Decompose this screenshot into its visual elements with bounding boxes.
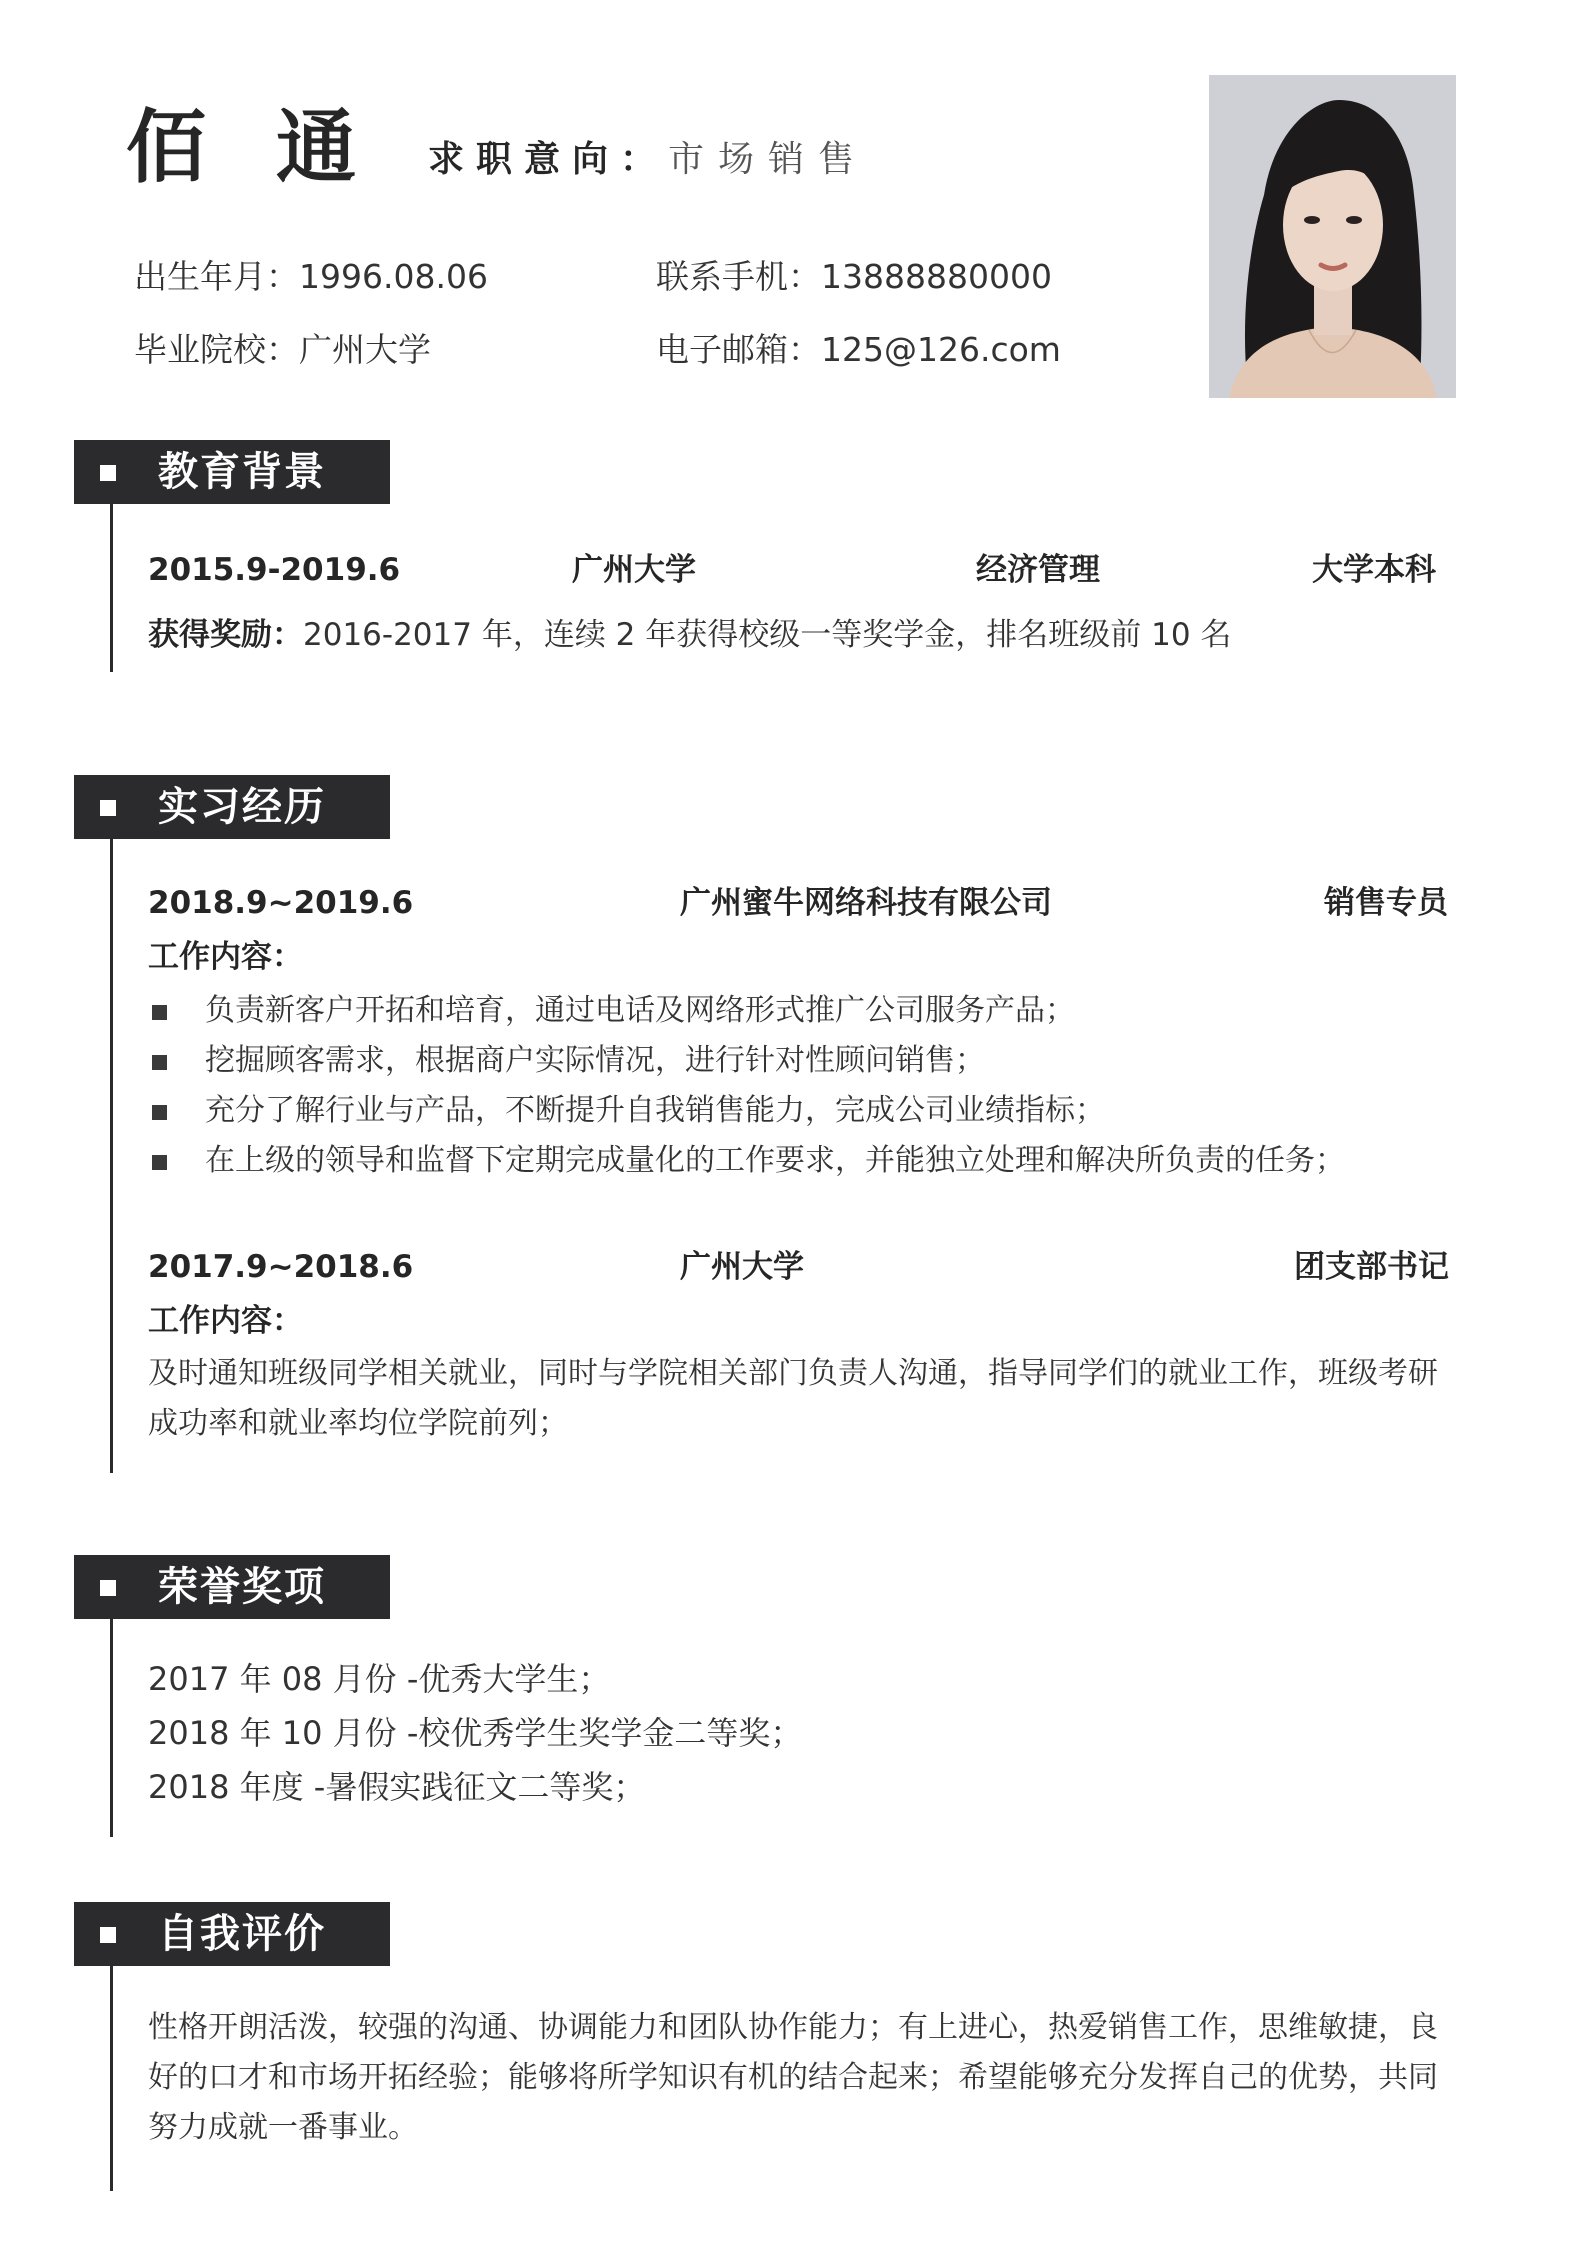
timeline-line	[110, 504, 113, 672]
timeline-line	[110, 1619, 113, 1837]
job-content-label: 工作内容：	[148, 939, 303, 975]
timeline-line	[110, 1966, 113, 2191]
job-period: 2017.9~2018.6	[148, 1249, 414, 1285]
education-awards	[148, 617, 1232, 653]
job-bullet: 在上级的领导和监督下定期完成量化的工作要求，并能独立处理和解决所负责的任务；	[205, 1143, 1345, 1178]
education-school: 广州大学	[572, 552, 696, 588]
honor-item: 2017 年 08 月份 -优秀大学生；	[148, 1660, 611, 1698]
education-degree: 大学本科	[1312, 552, 1436, 588]
section-header-self-evaluation	[74, 1902, 390, 1966]
email-address: 电子邮箱：125@126.com	[656, 330, 1061, 369]
bullet-square-icon	[152, 1055, 167, 1070]
education-period: 2015.9-2019.6	[148, 552, 401, 588]
candidate-name: 佰通	[126, 101, 426, 194]
job-bullet: 充分了解行业与产品，不断提升自我销售能力，完成公司业绩指标；	[205, 1093, 1105, 1128]
job-role: 团支部书记	[1294, 1249, 1449, 1285]
section-header-honors	[74, 1555, 390, 1619]
honor-item: 2018 年度 -暑假实践征文二等奖；	[148, 1768, 646, 1806]
job-role: 销售专员	[1324, 885, 1448, 921]
honor-item: 2018 年 10 月份 -校优秀学生奖学金二等奖；	[148, 1714, 803, 1752]
section-title: 荣誉奖项	[158, 1564, 326, 1610]
portrait-image	[1209, 75, 1456, 398]
profile-photo	[1209, 75, 1456, 398]
job-company: 广州大学	[680, 1249, 804, 1285]
phone-number: 联系手机：13888880000	[656, 257, 1052, 296]
awards-label: 获得奖励：	[148, 617, 303, 653]
bullet-square-icon	[152, 1005, 167, 1020]
job-bullet: 挖掘顾客需求，根据商户实际情况，进行针对性顾问销售；	[205, 1043, 985, 1078]
section-title: 教育背景	[158, 449, 326, 495]
square-marker-icon	[100, 800, 116, 816]
self-evaluation-text: 性格开朗活泼，较强的沟通、协调能力和团队协作能力；有上进心，热爱销售工作，思维敏捷，良好的口才和市场开拓经验；能够将所学知识有机的结合起来；希望能够充分发挥自己的优势，共同努力成就一番事业。	[148, 2010, 1438, 2145]
square-marker-icon	[100, 1927, 116, 1943]
education-major: 经济管理	[976, 552, 1100, 588]
job-period: 2018.9~2019.6	[148, 885, 414, 921]
section-title: 实习经历	[158, 784, 326, 830]
birth-date: 出生年月：1996.08.06	[134, 257, 488, 296]
section-header-education	[74, 440, 390, 504]
job-bullet: 负责新客户开拓和培育，通过电话及网络形式推广公司服务产品；	[205, 993, 1075, 1028]
objective-value: 市场销售	[668, 139, 869, 180]
job-objective	[428, 139, 869, 180]
bullet-square-icon	[152, 1155, 167, 1170]
objective-label: 求职意向：	[428, 139, 669, 180]
job-company: 广州蜜牛网络科技有限公司	[680, 885, 1052, 921]
job-description: 及时通知班级同学相关就业，同时与学院相关部门负责人沟通，指导同学们的就业工作，班级考研成功率和就业率均位学院前列；	[148, 1356, 1438, 1441]
section-title: 自我评价	[158, 1911, 326, 1957]
bullet-square-icon	[152, 1105, 167, 1120]
job-content-label: 工作内容：	[148, 1303, 303, 1339]
square-marker-icon	[100, 1580, 116, 1596]
awards-text: 2016-2017 年，连续 2 年获得校级一等奖学金，排名班级前 10 名	[303, 617, 1232, 653]
square-marker-icon	[100, 465, 116, 481]
section-header-internship	[74, 775, 390, 839]
graduate-school: 毕业院校：广州大学	[134, 330, 431, 369]
timeline-line	[110, 839, 113, 1473]
